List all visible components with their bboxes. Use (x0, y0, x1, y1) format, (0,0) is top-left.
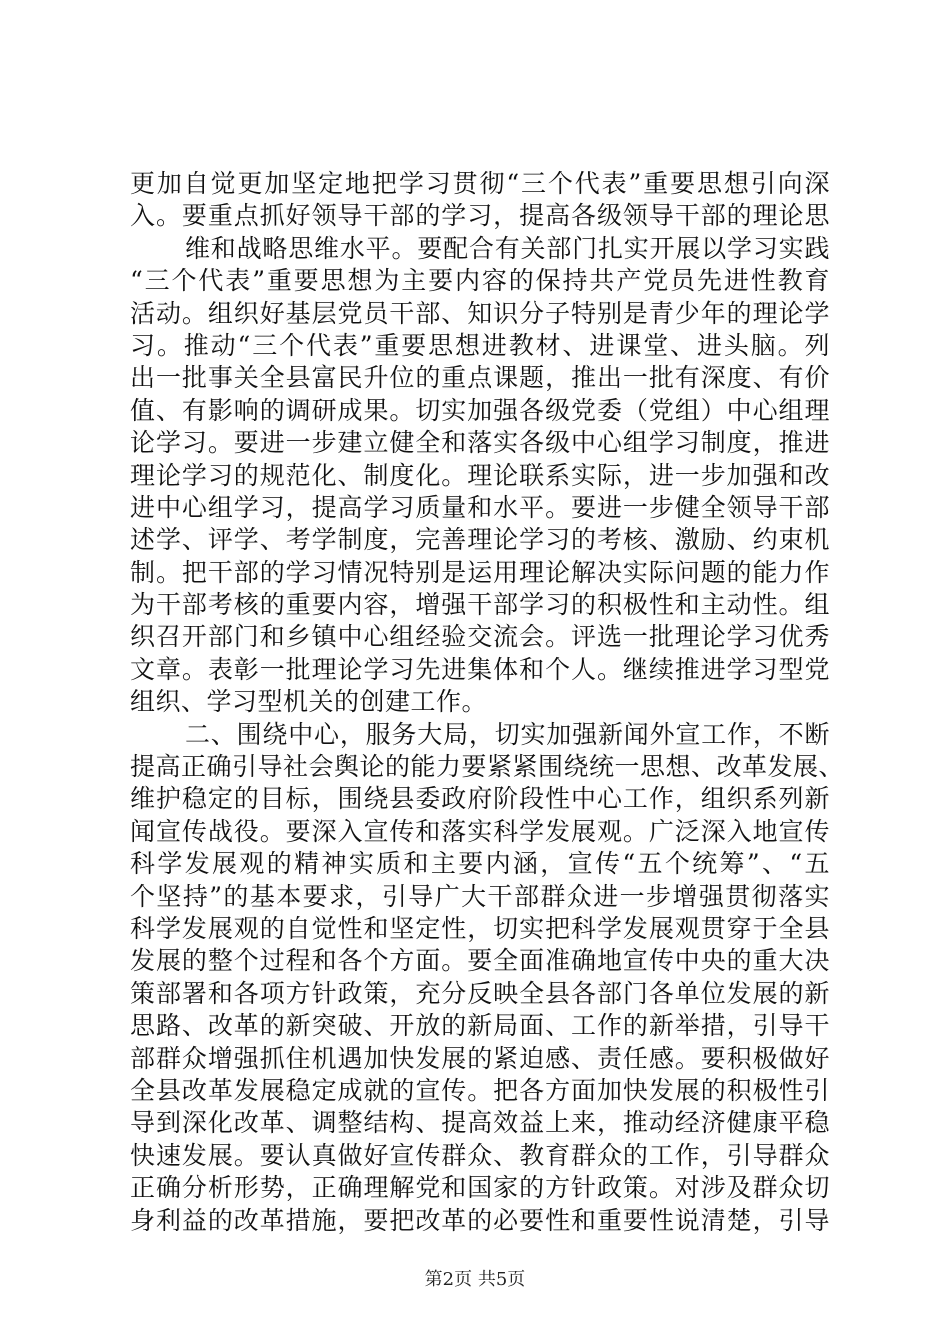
text-line: 策部署和各项方针政策，充分反映全县各部门各单位发展的新 (130, 978, 830, 1008)
text-line: 值、有影响的调研成果。切实加强各级党委（党组）中心组理 (130, 395, 830, 425)
text-line: 维和战略思维水平。要配合有关部门扎实开展以学习实践 (185, 233, 830, 263)
text-line: 二、围绕中心，服务大局，切实加强新闻外宣工作，不断 (185, 719, 830, 749)
text-line: 为干部考核的重要内容，增强干部学习的积极性和主动性。组 (130, 590, 830, 620)
text-line: “三个代表”重要思想为主要内容的保持共产党员先进性教育 (130, 266, 830, 296)
text-line: 入。要重点抓好领导干部的学习，提高各级领导干部的理论思 (130, 201, 830, 231)
text-line: 个坚持”的基本要求，引导广大干部群众进一步增强贯彻落实 (130, 881, 830, 911)
text-line: 科学发展观的精神实质和主要内涵，宣传“五个统筹”、“五 (130, 849, 830, 879)
text-line: 快速发展。要认真做好宣传群众、教育群众的工作，引导群众 (130, 1140, 830, 1170)
text-line: 制。把干部的学习情况特别是运用理论解决实际问题的能力作 (130, 557, 830, 587)
text-line: 科学发展观的自觉性和坚定性，切实把科学发展观贯穿于全县 (130, 913, 830, 943)
text-line: 导到深化改革、调整结构、提高效益上来，推动经济健康平稳 (130, 1108, 830, 1138)
text-line: 述学、评学、考学制度，完善理论学习的考核、激励、约束机 (130, 525, 830, 555)
text-line: 理论学习的规范化、制度化。理论联系实际，进一步加强和改 (130, 460, 830, 490)
text-line: 部群众增强抓住机遇加快发展的紧迫感、责任感。要积极做好 (130, 1043, 830, 1073)
text-line: 文章。表彰一批理论学习先进集体和个人。继续推进学习型党 (130, 654, 830, 684)
text-line: 正确分析形势，正确理解党和国家的方针政策。对涉及群众切 (130, 1173, 830, 1203)
text-line: 论学习。要进一步建立健全和落实各级中心组学习制度，推进 (130, 428, 830, 458)
text-line: 维护稳定的目标，围绕县委政府阶段性中心工作，组织系列新 (130, 784, 830, 814)
body-text (130, 168, 845, 1237)
text-line: 全县改革发展稳定成就的宣传。把各方面加快发展的积极性引 (130, 1075, 830, 1105)
text-line: 出一批事关全县富民升位的重点课题，推出一批有深度、有价 (130, 363, 830, 393)
text-line: 织召开部门和乡镇中心组经验交流会。评选一批理论学习优秀 (130, 622, 830, 652)
text-line: 习。推动“三个代表”重要思想进教材、进课堂、进头脑。列 (130, 330, 830, 360)
text-line: 提高正确引导社会舆论的能力要紧紧围绕统一思想、改革发展、 (130, 752, 845, 782)
page-number-footer: 第2页 共5页 (424, 1269, 526, 1290)
text-line: 身利益的改革措施，要把改革的必要性和重要性说清楚，引导 (130, 1205, 830, 1235)
text-line: 进中心组学习，提高学习质量和水平。要进一步健全领导干部 (130, 492, 830, 522)
text-line: 思路、改革的新突破、开放的新局面、工作的新举措，引导干 (130, 1011, 830, 1041)
text-line: 闻宣传战役。要深入宣传和落实科学发展观。广泛深入地宣传 (130, 816, 830, 846)
text-line: 更加自觉更加坚定地把学习贯彻“三个代表”重要思想引向深 (130, 169, 830, 198)
text-line: 活动。组织好基层党员干部、知识分子特别是青少年的理论学 (130, 298, 830, 328)
text-line: 发展的整个过程和各个方面。要全面准确地宣传中央的重大决 (130, 946, 830, 976)
text-line: 组织、学习型机关的创建工作。 (130, 687, 488, 717)
